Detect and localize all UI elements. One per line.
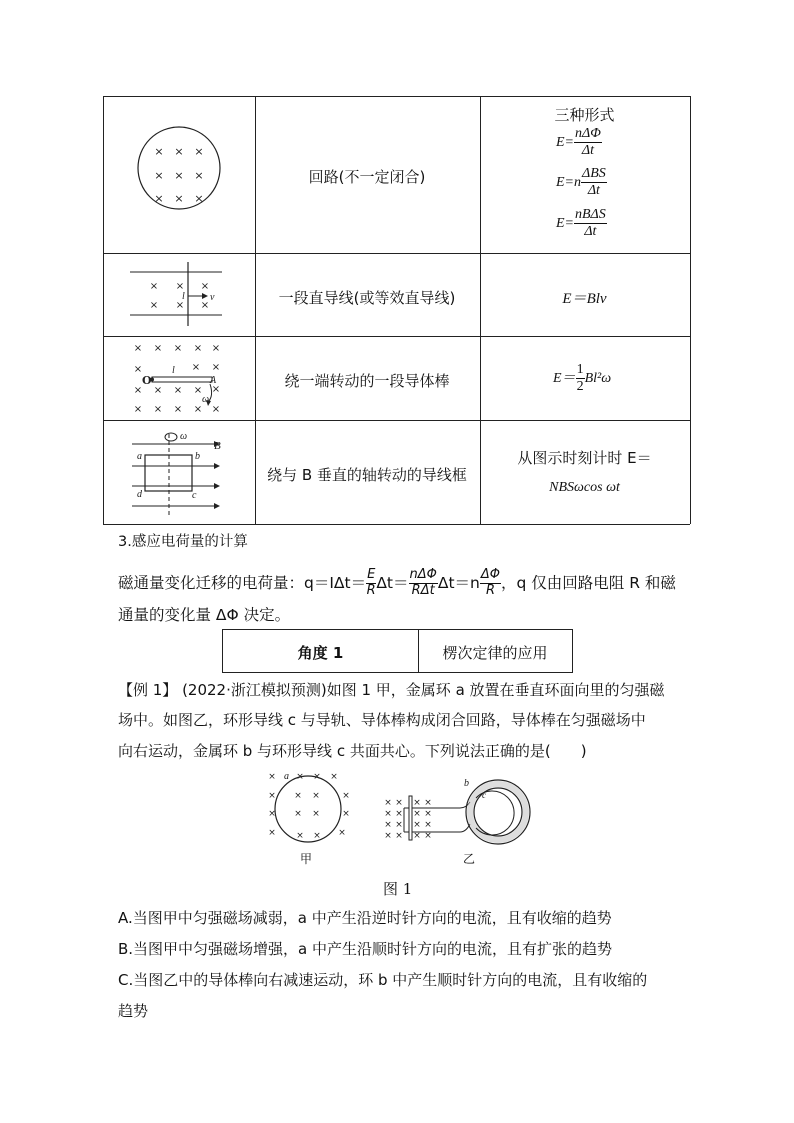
- svg-text:×: ×: [173, 404, 183, 415]
- rail-rod-diagram: [130, 262, 225, 328]
- row2-condition: 一段直导线(或等效直导线): [278, 289, 456, 307]
- svg-text:×: ×: [211, 384, 221, 395]
- svg-text:×: ×: [194, 145, 204, 158]
- pivot-O-label: O: [142, 374, 152, 387]
- row1-formula-title: 三种形式: [554, 106, 615, 124]
- svg-text:×: ×: [153, 404, 163, 415]
- figure-jia-label: 甲: [300, 852, 313, 866]
- svg-text:×: ×: [194, 169, 204, 182]
- svg-text:×: ×: [173, 343, 183, 354]
- row3-condition: 绕一端转动的一段导体棒: [284, 372, 450, 390]
- svg-text:×: ×: [268, 828, 276, 838]
- svg-text:×: ×: [175, 300, 185, 311]
- svg-text:×: ×: [413, 820, 421, 830]
- svg-text:×: ×: [193, 343, 203, 354]
- end-A-label: A: [210, 375, 217, 386]
- velocity-label: v: [210, 292, 215, 303]
- svg-text:×: ×: [424, 809, 432, 819]
- svg-text:×: ×: [211, 404, 221, 415]
- svg-text:×: ×: [395, 831, 403, 841]
- svg-text:×: ×: [395, 809, 403, 819]
- omega-label: ω: [202, 394, 210, 405]
- svg-text:×: ×: [211, 343, 221, 354]
- svg-text:×: ×: [424, 820, 432, 830]
- svg-text:×: ×: [342, 809, 350, 819]
- svg-text:×: ×: [149, 300, 159, 311]
- row2-formula: E＝Blv: [562, 291, 607, 307]
- svg-text:×: ×: [200, 281, 210, 292]
- svg-text:×: ×: [174, 192, 184, 205]
- svg-text:×: ×: [384, 820, 392, 830]
- section3-heading: 3.感应电荷量的计算: [118, 534, 248, 550]
- rod-l-label: l: [172, 365, 175, 376]
- frame-omega-label: ω: [180, 431, 188, 442]
- option-a: A.当图甲中匀强磁场减弱，a 中产生沿逆时针方向的电流，且有收缩的趋势: [118, 909, 612, 927]
- ring-c-label: c: [482, 790, 486, 800]
- row4-formula-line2: NBSωcos ωt: [549, 480, 620, 495]
- corner-c-label: c: [192, 490, 197, 501]
- svg-text:×: ×: [413, 809, 421, 819]
- svg-text:×: ×: [268, 791, 276, 801]
- row1-condition: 回路(不一定闭合): [308, 168, 426, 186]
- svg-text:×: ×: [153, 385, 163, 396]
- corner-a-label: a: [137, 451, 142, 462]
- option-c-cont: 趋势: [118, 1002, 149, 1020]
- svg-text:×: ×: [154, 169, 164, 182]
- figure-jia: [262, 768, 352, 848]
- svg-text:×: ×: [294, 791, 302, 801]
- angle-topic: 楞次定律的应用: [442, 644, 548, 662]
- svg-text:×: ×: [294, 809, 302, 819]
- svg-text:×: ×: [191, 362, 201, 373]
- svg-text:×: ×: [338, 828, 346, 838]
- svg-text:×: ×: [193, 404, 203, 415]
- section3-line2: 通量的变化量 ΔΦ 决定。: [118, 606, 291, 624]
- svg-text:×: ×: [200, 300, 210, 311]
- svg-text:×: ×: [342, 791, 350, 801]
- svg-text:×: ×: [330, 772, 338, 782]
- figure-yi-label: 乙: [463, 852, 476, 866]
- svg-text:×: ×: [149, 281, 159, 292]
- svg-text:×: ×: [296, 772, 304, 782]
- example-line1: 【例 1】 (2022·浙江模拟预测)如图 1 甲，金属环 a 放置在垂直环面向里的匀强磁: [118, 681, 665, 699]
- svg-text:×: ×: [173, 385, 183, 396]
- svg-text:×: ×: [153, 343, 163, 354]
- option-b: B.当图甲中匀强磁场增强，a 中产生沿顺时针方向的电流，且有扩张的趋势: [118, 940, 613, 958]
- figure-yi: [380, 772, 532, 852]
- svg-text:×: ×: [313, 772, 321, 782]
- row1-formula-1: E= $\frac{\text{nΔΦ}}{\Delta t}$: [556, 126, 601, 159]
- svg-text:×: ×: [312, 809, 320, 819]
- svg-text:×: ×: [395, 820, 403, 830]
- svg-text:×: ×: [133, 364, 143, 375]
- row1-formula-3: E= $\frac{\text{nBΔS}}{\Delta t}$: [556, 207, 606, 240]
- example-line3: 向右运动，金属环 b 与环形导线 c 共面共心。下列说法正确的是( ): [118, 742, 587, 760]
- svg-text:×: ×: [154, 192, 164, 205]
- option-c: C.当图乙中的导体棒向右减速运动，环 b 中产生顺时针方向的电流，且有收缩的: [118, 971, 648, 989]
- field-B-label: B: [214, 440, 221, 452]
- example-line2: 场中。如图乙，环形导线 c 与导轨、导体棒构成闭合回路，导体棒在匀强磁场中: [118, 711, 646, 729]
- angle-number: 角度 1: [297, 644, 344, 662]
- corner-d-label: d: [137, 489, 142, 500]
- svg-text:×: ×: [174, 169, 184, 182]
- svg-text:×: ×: [312, 791, 320, 801]
- svg-text:×: ×: [424, 798, 432, 808]
- svg-text:×: ×: [174, 145, 184, 158]
- svg-text:×: ×: [424, 831, 432, 841]
- row4-formula-line1: 从图示时刻计时 E＝: [517, 449, 652, 467]
- rotating-rod-diagram: [128, 340, 228, 420]
- svg-text:×: ×: [133, 385, 143, 396]
- svg-text:×: ×: [133, 343, 143, 354]
- svg-text:×: ×: [154, 145, 164, 158]
- row3-formula: E＝ $\frac{1}{2}$ Bl²ω: [553, 362, 612, 395]
- svg-text:×: ×: [413, 831, 421, 841]
- svg-text:×: ×: [133, 404, 143, 415]
- ring-b-label: b: [464, 778, 469, 789]
- section3-line1: 磁通量变化迁移的电荷量：q＝IΔt＝ $\frac{E}{R}$ Δt＝ $\frac{\text{nΔΦ}}{\text{RΔt}}$ Δt＝n $\frac{\Delta\Phi}{R}$ ，q 仅由回路电阻 R 和磁: [118, 567, 676, 598]
- svg-text:×: ×: [384, 809, 392, 819]
- ring-a-label: a: [284, 771, 289, 782]
- svg-text:×: ×: [193, 385, 203, 396]
- svg-text:×: ×: [296, 831, 304, 841]
- row1-formula-2: E=n $\frac{\text{ΔBS}}{\Delta t}$: [556, 166, 606, 199]
- corner-b-label: b: [195, 451, 200, 462]
- svg-text:×: ×: [395, 798, 403, 808]
- svg-text:×: ×: [268, 809, 276, 819]
- svg-text:×: ×: [268, 772, 276, 782]
- svg-text:×: ×: [384, 798, 392, 808]
- figure-caption: 图 1: [383, 880, 413, 898]
- svg-text:×: ×: [211, 362, 221, 373]
- svg-text:×: ×: [313, 831, 321, 841]
- svg-text:×: ×: [384, 831, 392, 841]
- svg-text:×: ×: [413, 798, 421, 808]
- rod-length-label: l: [182, 291, 185, 302]
- row4-condition: 绕与 B 垂直的轴转动的导线框: [267, 466, 467, 484]
- circle-field-diagram: [136, 124, 222, 214]
- svg-text:×: ×: [194, 192, 204, 205]
- svg-text:×: ×: [175, 281, 185, 292]
- rotating-frame-diagram: [128, 428, 230, 520]
